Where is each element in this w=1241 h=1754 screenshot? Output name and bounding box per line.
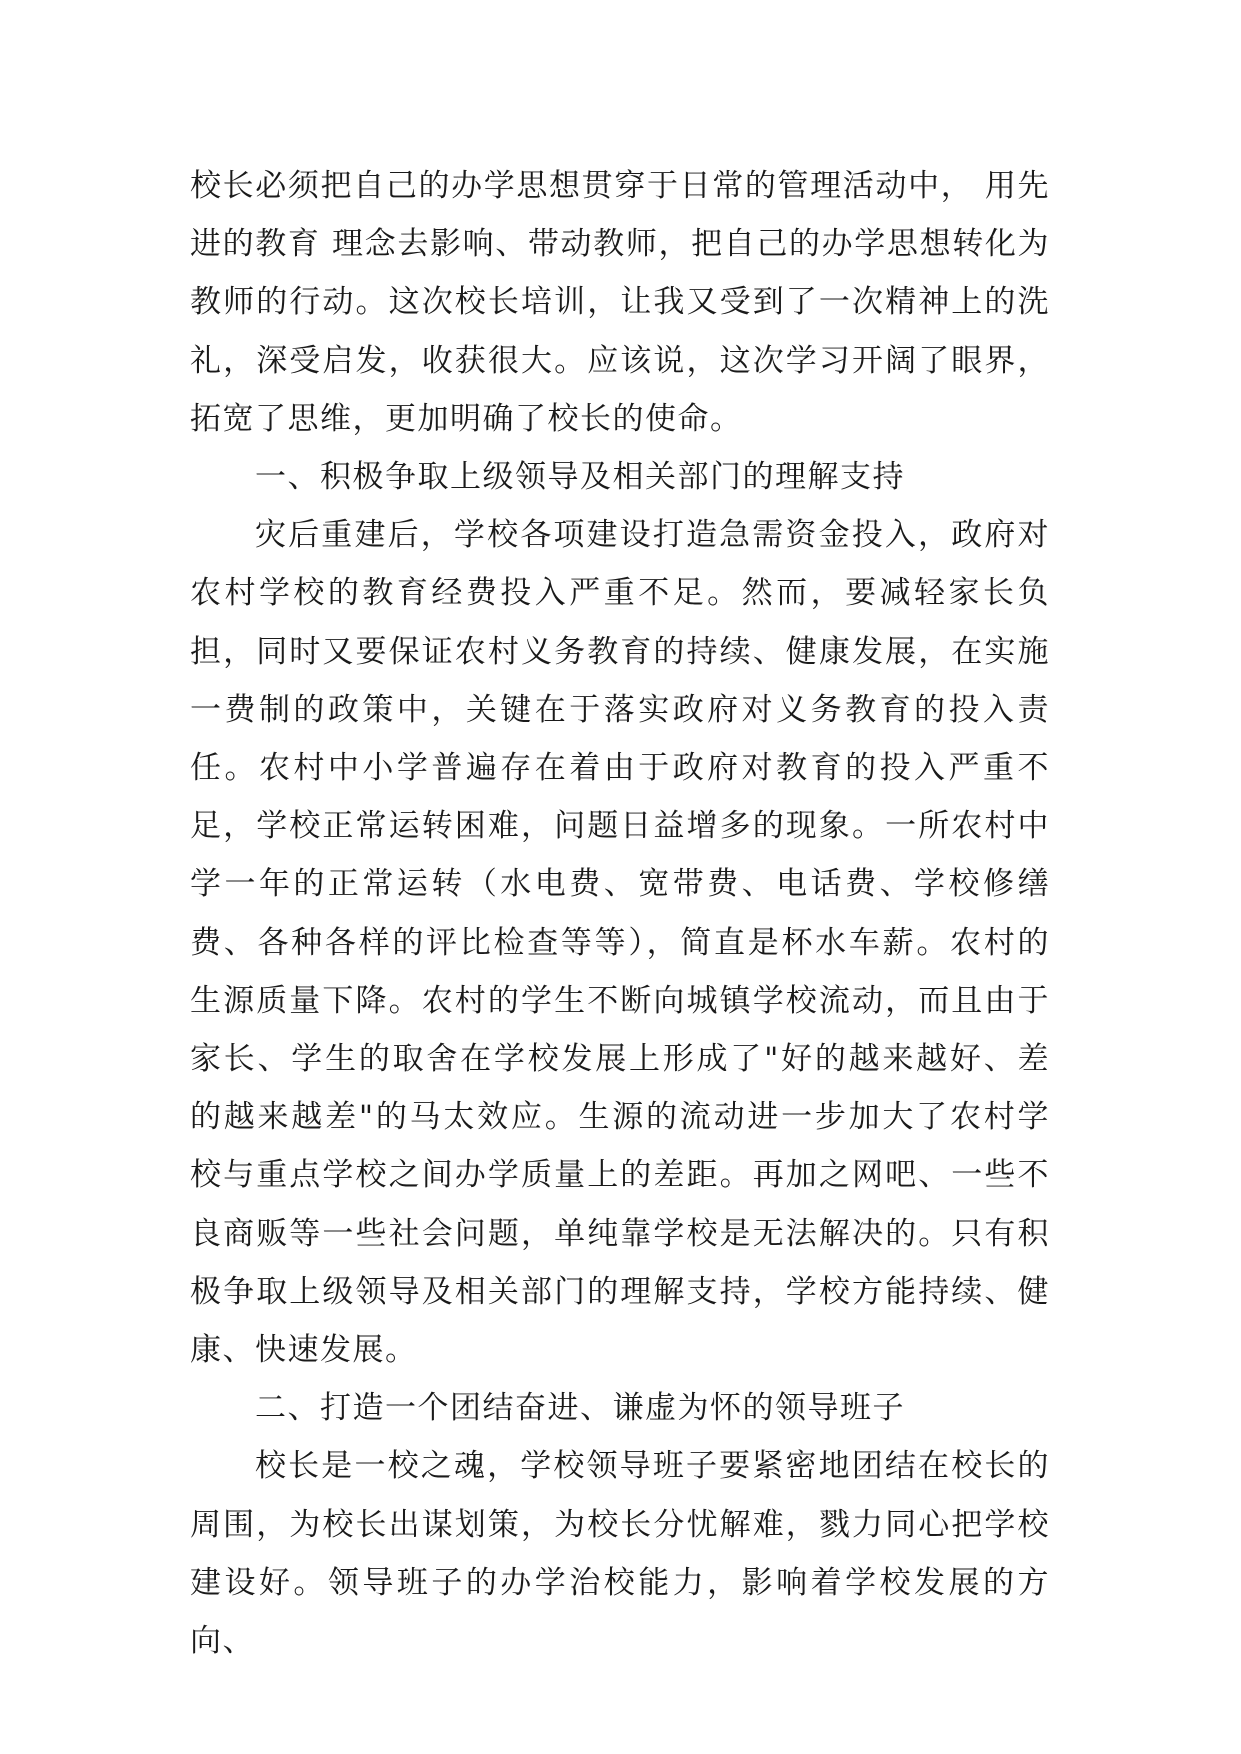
section-heading-2: 二、打造一个团结奋进、谦虚为怀的领导班子: [255, 1390, 905, 1427]
document-page: [190, 157, 1050, 1670]
section-heading-1: 一、积极争取上级领导及相关部门的理解支持: [255, 459, 905, 496]
paragraph-intro: 校长必须把自己的办学思想贯穿于日常的管理活动中， 用先进的教育 理念去影响、带动教师，把自己的办学思想转化为教师的行动。这次校长培训，让我又受到了一次精神上的洗礼，深受启发，收获很大。应该说，这次学习开阔了眼界，拓宽了思维，更加明确了校长的使命。: [190, 168, 1050, 437]
paragraph-section-2: 校长是一校之魂，学校领导班子要紧密地团结在校长的周围，为校长出谋划策，为校长分忧解难，戮力同心把学校建设好。领导班子的办学治校能力，影响着学校发展的方向、: [190, 1448, 1050, 1660]
paragraph-section-1: 灾后重建后，学校各项建设打造急需资金投入，政府对农村学校的教育经费投入严重不足。然而，要减轻家长负担，同时又要保证农村义务教育的持续、健康发展，在实施一费制的政策中，关键在于落实政府对义务教育的投入责任。农村中小学普遍存在着由于政府对教育的投入严重不足，学校正常运转困难，问题日益增多的现象。一所农村中学一年的正常运转（水电费、宽带费、电话费、学校修缮费、各种各样的评比检查等等），简直是杯水车薪。农村的生源质量下降。农村的学生不断向城镇学校流动，而且由于家长、学生的取舍在学校发展上形成了"好的越来越好、差的越来越差"的马太效应。生源的流动进一步加大了农村学校与重点学校之间办学质量上的差距。再加之网吧、一些不良商贩等一些社会问题，单纯靠学校是无法解决的。只有积极争取上级领导及相关部门的理解支持，学校方能持续、健康、快速发展。: [190, 517, 1050, 1369]
